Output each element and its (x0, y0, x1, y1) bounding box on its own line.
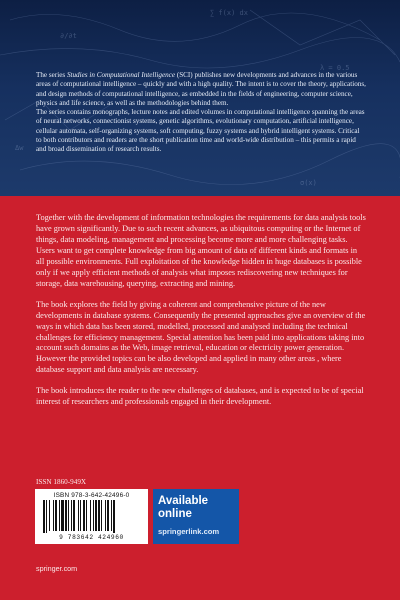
description-paragraph-2: The book explores the field by giving a coherent and comprehensive picture of the new developments in database systems. Consequently the presented approaches give an overview of the ways in which data has been stored, modelled, processed and analysed including the technical challenges for efficiency management. Special attention has been paid into applications taking into account such domains as the Web, image retrieval, education or electricity power generation. However the provided topics can be also developed and applied in many other areas , where database support and data analysis are necessary. (36, 299, 366, 375)
series-description (36, 71, 366, 155)
series-text-rest: (SCI) publishes new developments and advances in the various areas of computational intelligence – quickly and with a high quality. The intent is to cover the theory, applications, and design methods of computational intelligence, as embedded in the fields of engineering, computer science, physics and life science, as well as the methodologies behind them. (36, 71, 366, 107)
description-paragraph-3: The book introduces the reader to the new challenges of databases, and is expected to be of special interest of researchers and professionals engaged in their development. (36, 386, 364, 407)
svg-text:∑ f(x) dx: ∑ f(x) dx (210, 9, 248, 17)
barcode-digits: 9 783642 424960 (59, 534, 124, 541)
badge-line-1: Available (158, 495, 209, 507)
svg-text:λ = 0.5: λ = 0.5 (320, 64, 350, 72)
isbn-text: ISBN 978-3-642-42496-0 (53, 492, 130, 499)
series-paragraph-2: The series contains monographs, lecture notes and edited volumes in computational intelligence spanning the areas of neural networks, connectionist systems, genetic algorithms, evolutionary computation, artificial intelligence, cellular automata, self-organizing systems, soft computing, fuzzy systems and hybrid intelligent systems. Critical to both contributors and readers are the short publication time and world-wide distribution – this permits a rapid and broad dissemination of research results. (36, 108, 365, 154)
series-title-italic: Studies in Computational Intelligence (66, 71, 176, 79)
series-paragraph-1 (36, 71, 366, 108)
svg-text:∂/∂t: ∂/∂t (60, 32, 77, 40)
badge-line-2: online (158, 508, 192, 520)
barcode-bars (43, 500, 140, 533)
issn-label: ISSN 1860-949X (36, 478, 87, 486)
svg-text:Δw: Δw (15, 144, 24, 152)
series-text-start: The series (36, 71, 67, 79)
badge-url[interactable]: springerlink.com (158, 527, 220, 536)
description-paragraph-1: Together with the development of information technologies the requirements for data analysis tools have grown significantly. Due to such recent advances, as ubiquitous computing or the Internet of things, data modeling, management and processing become more and more challenging tasks. Users want to get complete knowledge from big amount of data of different kinds and formats in all possible environments. Full exploitation of the knowledge hidden in huge databases is possible only if we apply efficient methods of analysis what imposes rediscovering new techniques for storage, data warehousing, querying, extracting and mining. (36, 213, 366, 288)
publisher-url[interactable]: springer.com (36, 564, 78, 573)
svg-text:σ(x): σ(x) (300, 179, 317, 187)
book-description (36, 213, 366, 418)
available-online-badge[interactable] (153, 489, 239, 544)
top-band (0, 0, 400, 196)
barcode (35, 489, 148, 544)
